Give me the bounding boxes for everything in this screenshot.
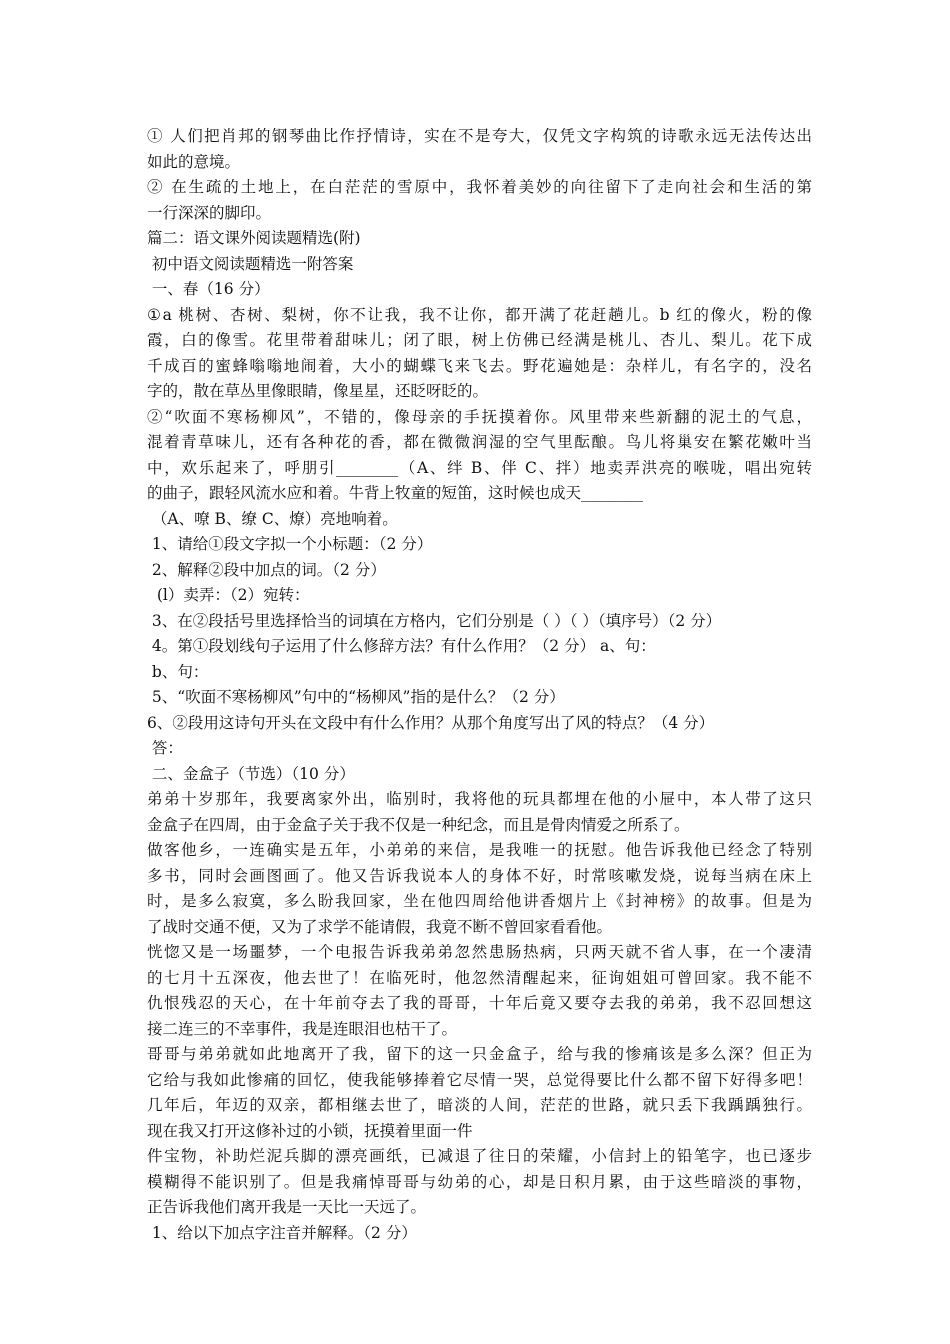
text-line: 几年后，年迈的双亲，都相继去世了，暗淡的人间，茫茫的世路，就只丢下我踽踽独行。: [147, 1096, 812, 1114]
text-line: 3、在②段括号里选择恰当的词填在方格内，它们分别是（ ）（ ）（填序号）（2 分）: [147, 611, 722, 630]
text-line: 4。第①段划线句子运用了什么修辞方法？有什么作用？（2 分） a、句：: [147, 637, 656, 655]
text-line: 模糊得不能识别了。但是我痛悼哥哥与幼弟的心，却是日积月累，由于这些暗淡的事物，: [147, 1172, 812, 1191]
text-line: b、句：: [147, 662, 209, 681]
text-line: 仇恨残忍的天心，在十年前夺去了我的哥哥，十年后竟又要夺去我的弟弟，我不忍回想这: [147, 994, 812, 1012]
text-line: 篇二：语文课外阅读题精选(附): [147, 229, 361, 247]
text-line: 如此的意境。: [147, 152, 241, 171]
text-line: 千成百的蜜蜂嗡嗡地闹着，大小的蝴蝶飞来飞去。野花遍她是：杂样儿，有名字的，没名: [147, 356, 812, 375]
text-line: 恍惚又是一场噩梦，一个电报告诉我弟弟忽然患肠热病，只两天就不省人事，在一个凄清: [147, 943, 812, 961]
text-line: 霞，白的像雪。花里带着甜味儿；闭了眼，树上仿佛已经满是桃儿、杏儿、梨儿。花下成: [147, 331, 812, 349]
text-line: 弟弟十岁那年，我要离家外出，临别时，我将他的玩具都埋在他的小屉中，本人带了这只: [147, 790, 812, 808]
text-line: 2、解释②段中加点的词。（2 分）: [147, 560, 386, 579]
text-line: ① 人们把肖邦的钢琴曲比作抒情诗，实在不是夸大，仅凭文字构筑的诗歌永远无法传达出: [147, 127, 812, 145]
text-line: 件宝物，补助烂泥兵脚的漂亮画纸，已减退了往日的荣耀，小信封上的铅笔字，也已逐步: [147, 1147, 812, 1165]
text-line: 中，欢乐起来了，呼朋引________（A、绊 B、伴 C、拌）地卖弄洪亮的喉咙，唱出宛转: [147, 458, 812, 477]
text-line: 多书，同时会画图画了。他又告诉我说本人的身体不好，时常咳嗽发烧，说每当病在床上: [147, 866, 812, 885]
text-line: 1、给以下加点字注音并解释。（2 分）: [147, 1223, 417, 1242]
text-line: 做客他乡，一连确实是五年，小弟弟的来信，是我唯一的抚慰。他告诉我他已经念了特别: [147, 841, 812, 859]
text-line: 一、春（16 分）: [147, 280, 270, 298]
text-line: 的七月十五深夜，他去世了！在临死时，他忽然清醒起来，征询姐姐可曾回家。我不能不: [147, 968, 812, 987]
text-line: 哥哥与弟弟就如此地离开了我，留下的这一只金盒子，给与我的惨痛该是多么深？但正为: [147, 1045, 812, 1063]
text-line: 现在我又打开这修补过的小锁，抚摸着里面一件: [147, 1121, 473, 1140]
text-line: 正告诉我他们离开我是一天比一天远了。: [147, 1198, 427, 1216]
text-line: 6、②段用这诗句开头在文段中有什么作用？从那个角度写出了风的特点？（4 分）: [147, 713, 715, 732]
text-line: 字的，散在草丛里像眼睛，像星星，还眨呀眨的。: [147, 382, 489, 400]
text-line: 二、金盒子（节选）（10 分）: [147, 764, 355, 783]
text-line: ②“吹面不寒杨柳风”，不错的，像母亲的手抚摸着你。风里带来些新翻的泥土的气息，: [147, 407, 812, 426]
text-line: 了战时交通不便，又为了求学不能请假，我竟不断不曾回家看看他。: [147, 917, 613, 936]
text-line: 接二连三的不幸事件，我是连眼泪也枯干了。: [147, 1019, 458, 1038]
text-line: 时，是多么寂寞，多么盼我回家，坐在他四周给他讲香烟片上《封神榜》的故事。但是为: [147, 892, 812, 910]
document-body: [147, 124, 812, 1246]
text-line: 5、“吹面不寒杨柳风”句中的“杨柳风”指的是什么？（2 分）: [147, 688, 565, 706]
text-line: 它给与我如此惨痛的回忆，使我能够捧着它尽情一哭，总觉得要比什么都不留下好得多吧！: [147, 1070, 812, 1089]
text-line: ①a 桃树、杏树、梨树，你不让我，我不让你，都开满了花赶趟儿。b 红的像火，粉的像: [147, 305, 812, 324]
text-line: 金盒子在四周，由于金盒子关于我不仅是一种纪念，而且是骨肉情爱之所系了。: [147, 815, 690, 834]
text-line: 答：: [147, 739, 183, 757]
text-line: 1、请给①段文字拟一个小标题：（2 分）: [147, 535, 433, 553]
text-line: 初中语文阅读题精选一附答案: [147, 254, 354, 273]
text-line: 一行深深的脚印。: [147, 203, 272, 222]
text-line: ② 在生疏的土地上，在白茫茫的雪原中，我怀着美妙的向往留下了走向社会和生活的第: [147, 178, 812, 196]
text-line: （A、嘹 B、缭 C、燎）亮地响着。: [147, 509, 398, 528]
text-line: 混着青草味儿，还有各种花的香，都在微微润湿的空气里酝酿。鸟儿将巢安在繁花嫩叶当: [147, 433, 812, 451]
text-line: (l）卖弄：（2）宛转：: [147, 586, 310, 604]
text-line: 的曲子，跟轻风流水应和着。牛背上牧童的短笛，这时候也成天________: [147, 484, 644, 502]
